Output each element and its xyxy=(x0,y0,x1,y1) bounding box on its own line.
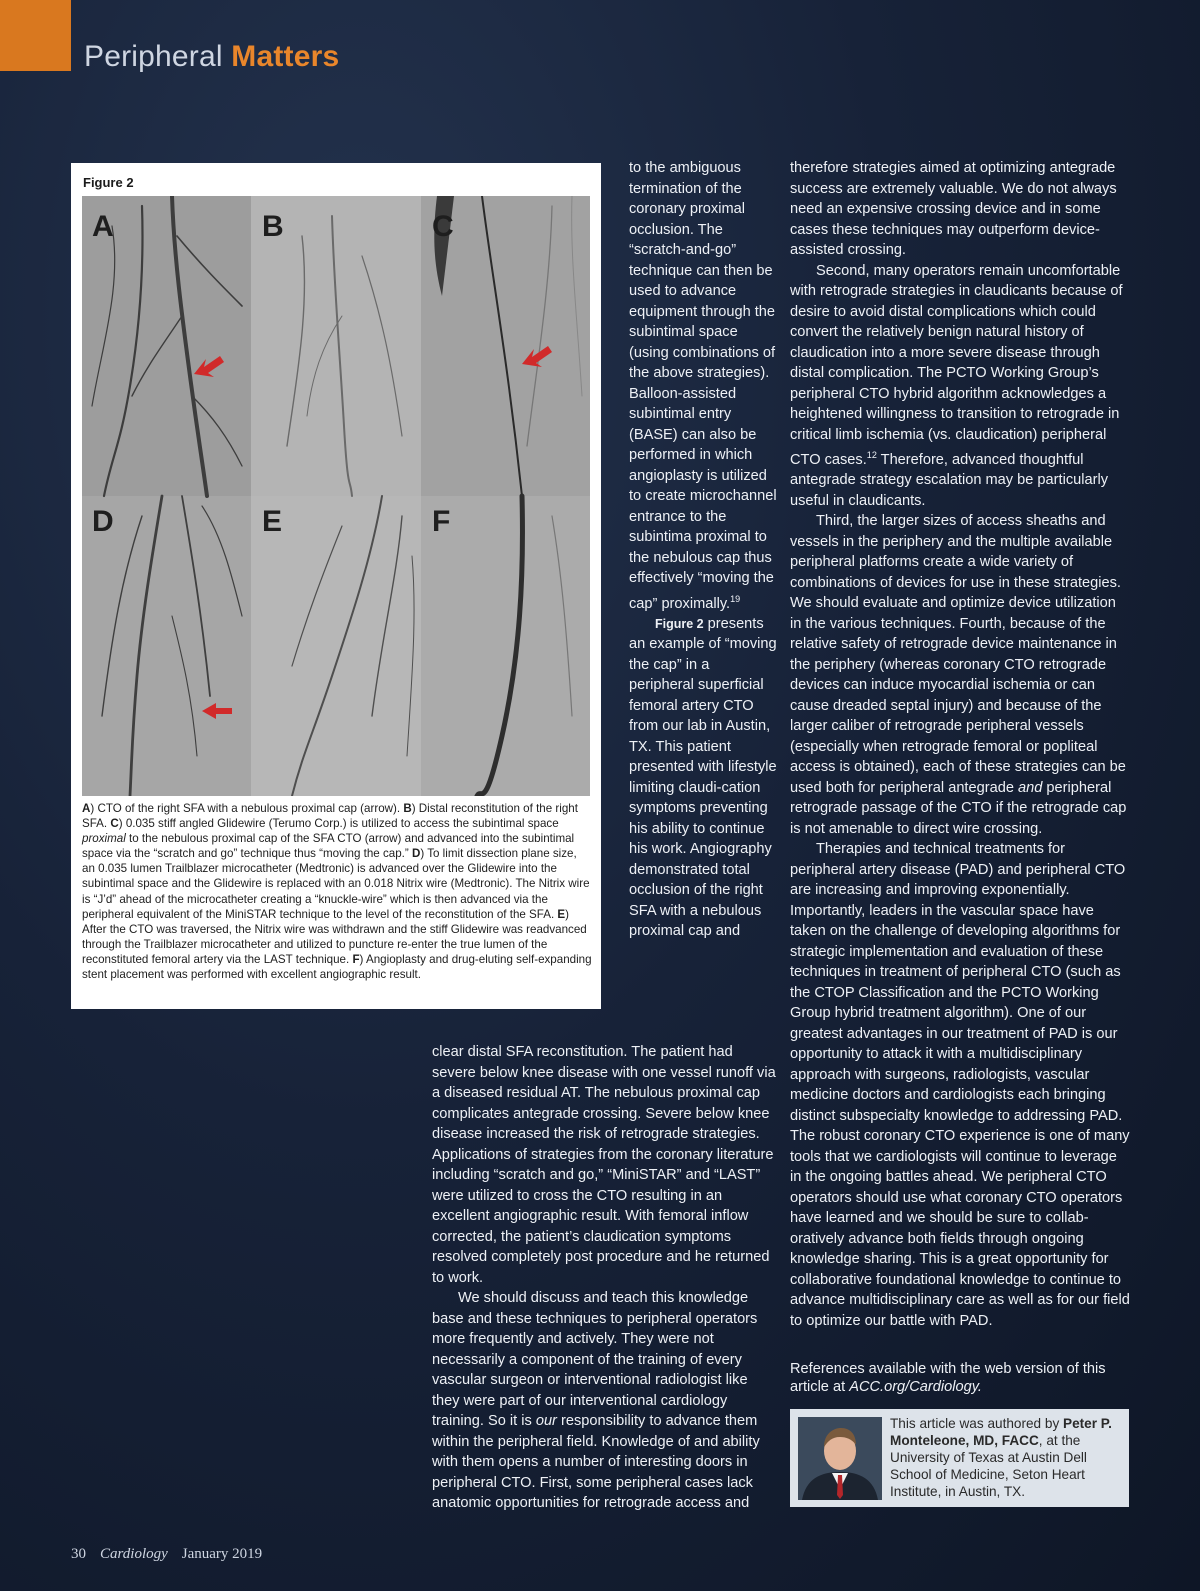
page-footer xyxy=(71,1546,262,1563)
page-number: 30 xyxy=(71,1546,86,1562)
col1-paragraph-2-cont: clear distal SFA reconstitution. The patient had severe below knee disease with one vessel runoff via a diseased residual AT. The nebulous proximal cap complicates antegrade crossing. Severe below knee disease increased the risk of retrograde strategies. Applications of strategies from the coronary literature including “scratch and go,” “MiniSTAR” and “LAST” were utilized to cross the CTO resulting in an excellent angiographic result. With femoral inflow corrected, the patient’s claudication symptoms resolved completely post procedure and he returned to work. xyxy=(432,1044,776,1286)
panel-label-e: E xyxy=(262,505,283,538)
col1-paragraph-1: to the ambiguous termination of the coronary proximal occlusion. The “scratch-and-go” technique can then be used to advance equipment through the subintimal space (using combinations of the above strategies). Balloon-assisted subintimal entry (BASE) can also be performed in which angioplasty is utilized to create microchannel entrance to the subintima proximal to the nebulous cap thus effectively “moving the cap” proximally.$^{19}$ xyxy=(629,160,777,612)
author-credit: This article was authored by Peter P. Monteleone, MD, FACC, at the University of Texas at Austin Dell School of Medicine, Seton Heart Institute, in Austin, TX. xyxy=(890,1416,1112,1499)
col1-paragraph-2: Figure 2 presents an example of “moving the cap” in a peripheral superficial femoral artery CTO from our lab in Austin, TX. This patient presented with lifestyle limiting claudi-cation symptoms preventing his ability to continue his work. Angiography demonstrated total occlusion of the right SFA with a nebulous proximal cap and xyxy=(629,615,777,940)
panel-f-bg xyxy=(421,496,590,796)
panel-label-b: B xyxy=(262,210,284,243)
column-1-continued xyxy=(432,1042,777,1514)
references-note: References available with the web version of this article at ACC.org/Cardiology. xyxy=(790,1361,1106,1395)
col2-paragraph-2: Second, many operators remain uncomfortable with retrograde strategies in claudicants because of desire to avoid distal complications which could convert the relatively benign natural history of claudication into a more severe disease through distal complication. The PCTO Working Group’s peripheral CTO hybrid algorithm acknowledges a heightened willingness to transition to retrograde in critical limb ischemia (vs. claudication) peripheral CTO cases.$^{12}$ Therefore, advanced thoughtful antegrade strategy escalation may be particularly useful in claudicants. xyxy=(790,262,1123,509)
col2-paragraph-4: Therapies and technical treatments for peripheral artery disease (PAD) and peripheral CTO are increasing and improving exponentially. Importantly, leaders in the vascular space have taken on the challenge of developing algorithms for strategic implementation and evaluation of these techniques in treatment of peripheral CTO (such as the CTOP Classification and the PCTO Working Group hybrid treatment algorithm). One of our greatest advantages in our treatment of PAD is our opportunity to attack it with a multidisciplinary approach with surgeons, radiologists, vascular medicine doctors and cardiologists each bringing distinct subspecialty knowledge to addressing PAD. The robust coronary CTO experience is one of many tools that we cardiologists will continue to leverage in the ongoing battles ahead. We peripheral CTO operators should use what coronary CTO operators have learned and we should be sure to collab-oratively advance both fields through ongoing knowledge sharing. This is a great opportunity for collaborative foundational knowledge to continue to advance multidisciplinary care as well as for our field to optimize our battle with PAD. xyxy=(790,841,1130,1329)
section-title-part1: Peripheral xyxy=(84,40,223,73)
col2-paragraph-3: Third, the larger sizes of access sheaths and vessels in the periphery and the multiple available peripheral platforms create a wide variety of combinations of devices for use in these strategies. We should evaluate and optimize device utilization in the various techniques. Fourth, because of the relative safety of retrograde device maintenance in the periphery (whereas coronary CTO retrograde devices can induce myocardial ischemia or can cause dreaded septal injury) and because of the larger caliber of retrograde peripheral vessels (especially when retrograde femoral or popliteal access is obtained), each of these strategies can be used both for peripheral antegrade and peripheral retrograde passage of the CTO if the retrograde cap is not amenable to direct wire crossing. xyxy=(790,513,1127,837)
angiogram-panels xyxy=(82,196,590,796)
figure-caption: A) CTO of the right SFA with a nebulous proximal cap (arrow). B) Distal reconstitution of the right SFA. C) 0.035 stiff angled Glidewire (Terumo Corp.) is utilized to access the subintimal space proximal to the nebulous proximal cap of the SFA CTO (arrow) and advanced into the subintimal space via the “scratch and go” technique thus “moving the cap.” D) To limit dissection plane size, an 0.035 lumen Trailblazer microcatheter (Medtronic) is advanced over the Glidewire into the subintimal space and the Glidewire is replaced with an 0.018 Nitrix wire (Medtronic). The Nitrix wire is “J’d” ahead of the microcatheter creating a “knuckle-wire” which is then advanced via the peripheral equivalent of the MiniSTAR technique to the level of the reconstitution of the SFA. E) After the CTO was traversed, the Nitrix wire was withdrawn and the stiff Glidewire was readvanced through the Trailblazer microcatheter and utilized to puncture re-enter the true lumen of the reconstituted femoral artery via the LAST technique. F) Angioplasty and drug-eluting self-expanding stent placement was performed with excellent angiographic result. xyxy=(82,802,592,982)
author-photo xyxy=(798,1417,882,1500)
section-title-part2: Matters xyxy=(231,40,340,73)
column-2 xyxy=(790,158,1130,1331)
issue-date: January 2019 xyxy=(181,1546,263,1562)
figure-2 xyxy=(71,163,601,1009)
author-box xyxy=(790,1409,1129,1507)
column-1-top xyxy=(629,158,777,942)
tie xyxy=(837,1475,843,1499)
section-title xyxy=(84,40,339,74)
col2-paragraph-1: therefore strategies aimed at optimizing antegrade success are extremely valuable. We do not always need an expensive crossing device and in some cases these techniques may outperform device-assisted crossing. xyxy=(790,160,1117,258)
col1-paragraph-3: We should discuss and teach this knowledge base and these techniques to peripheral operators more frequently and actively. They were not necessarily a component of the training of every vascular surgeon or interventional radiologist like they were part of our interventional cardiology training. So it is our responsibility to advance them within the peripheral field. Knowledge of and ability with them opens a number of interesting doors in peripheral CTO. First, some peripheral cases lack anatomic opportunities for retrograde access and xyxy=(432,1290,760,1511)
panel-label-c: C xyxy=(432,210,454,243)
panel-label-d: D xyxy=(92,505,114,538)
section-color-tab xyxy=(0,0,71,71)
angiogram-illustration xyxy=(82,196,590,796)
magazine-name: Cardiology xyxy=(100,1546,168,1562)
author-portrait xyxy=(798,1417,882,1500)
panel-label-f: F xyxy=(432,505,451,538)
figure-label: Figure 2 xyxy=(83,175,134,190)
panel-label-a: A xyxy=(92,210,114,243)
panel-d-bg xyxy=(82,496,251,796)
